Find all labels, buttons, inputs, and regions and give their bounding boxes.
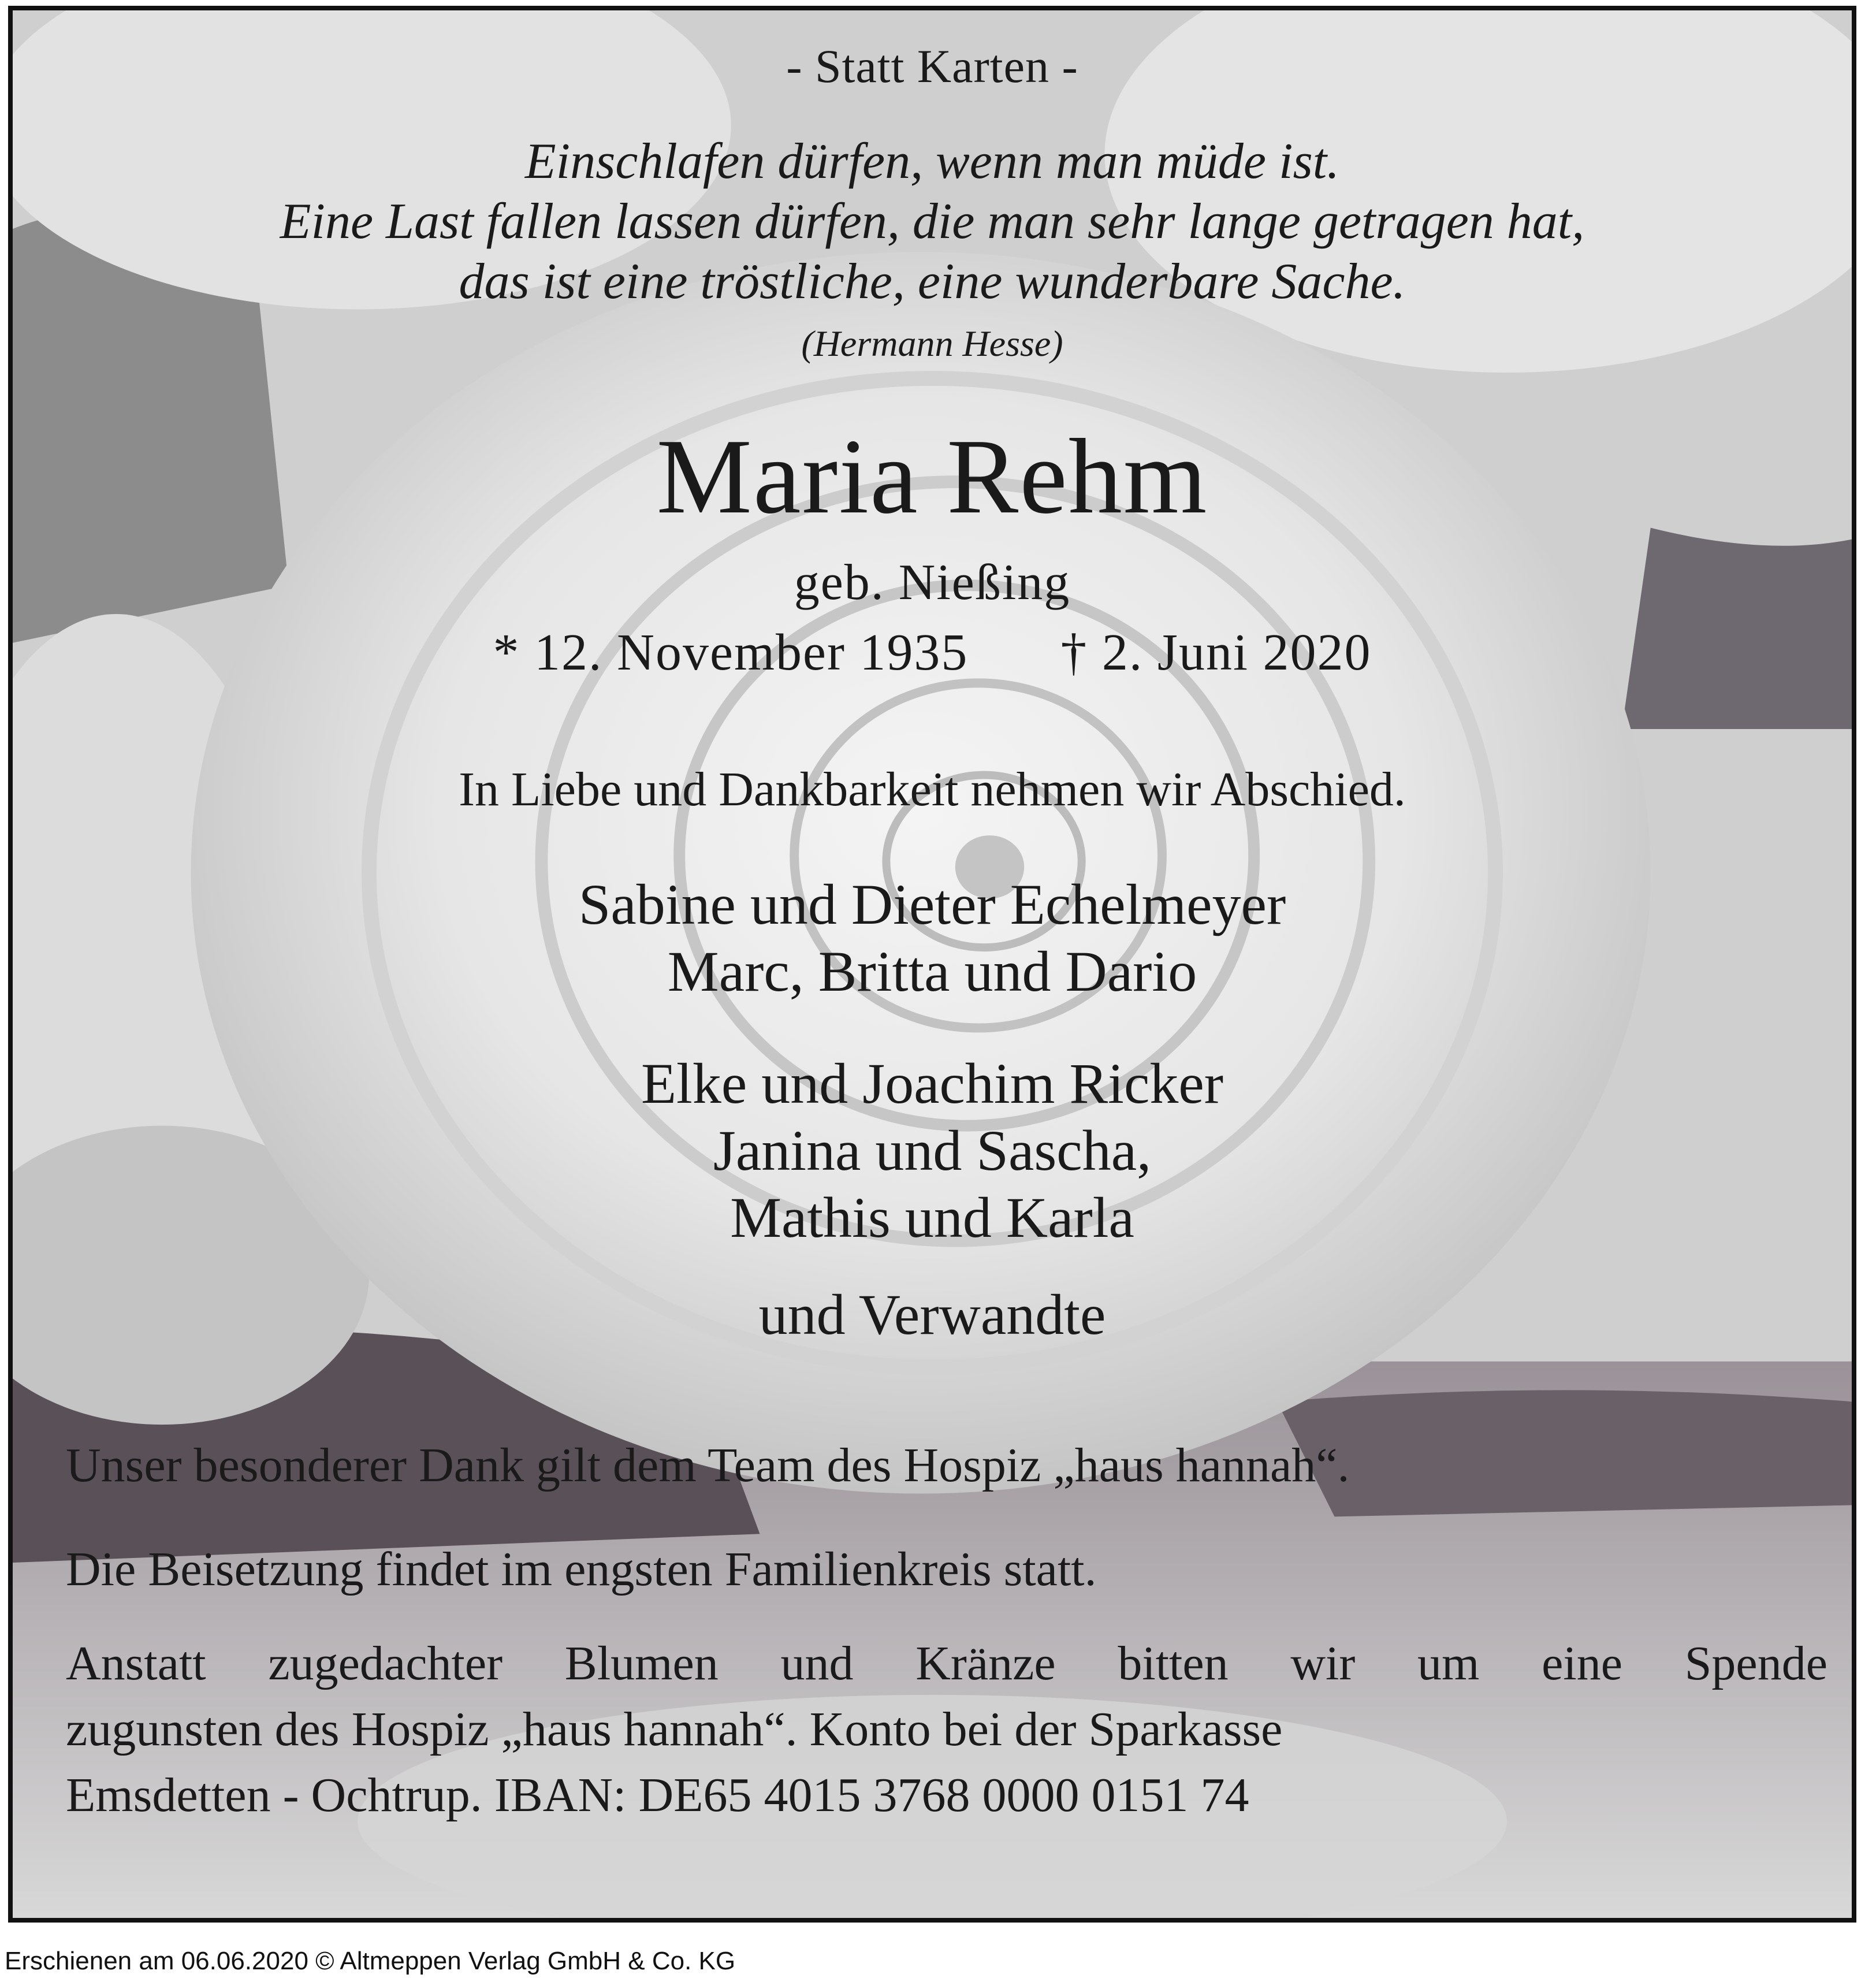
birth-name: geb. Nießing [794,555,1071,611]
family-line: Marc, Britta und Dario [667,939,1197,1003]
obituary-notice [8,6,1856,1923]
family-line: Sabine und Dieter Echelmeyer [578,872,1286,936]
quote-author: (Hermann Hesse) [801,323,1063,364]
quote-line: Eine Last fallen lassen dürfen, die man sehr lange getragen hat, [280,194,1585,250]
death-date: † 2. Juni 2020 [1060,624,1372,681]
family-line: Mathis und Karla [730,1185,1134,1250]
deceased-name: Maria Rehm [656,417,1208,536]
quote-line: das ist eine tröstliche, eine wunderbare Sache. [459,254,1406,310]
farewell-text: In Liebe und Dankbarkeit nehmen wir Abschied. [459,763,1406,816]
life-dates [13,623,1852,682]
header-statt-karten: - Statt Karten - [786,40,1078,92]
quote [13,132,1852,312]
donation-text [66,1631,1827,1828]
quote-line: Einschlafen dürfen, wenn man müde ist. [524,133,1340,189]
birth-date: * 12. November 1935 [493,624,969,681]
family-group [13,1050,1852,1251]
donation-line: Anstatt zugedachter Blumen und Kränze bitten wir um eine Spende [66,1637,1827,1690]
burial-text: Die Beisetzung findet im engsten Familienkreis statt. [66,1542,1097,1596]
family-group [13,871,1852,1005]
publication-footer: Erschienen am 06.06.2020 © Altmeppen Verlag GmbH & Co. KG [5,1947,736,1975]
relatives: und Verwandte [758,1282,1106,1347]
thanks-text: Unser besonderer Dank gilt dem Team des Hospiz „haus hannah“. [66,1438,1350,1492]
donation-line: Emsdetten - Ochtrup. IBAN: DE65 4015 3768 0000 0151 74 [66,1768,1249,1822]
donation-line: zugunsten des Hospiz „haus hannah“. Konto bei der Sparkasse [66,1702,1283,1756]
family-line: Elke und Joachim Ricker [641,1051,1224,1116]
family-line: Janina und Sascha, [713,1118,1152,1183]
